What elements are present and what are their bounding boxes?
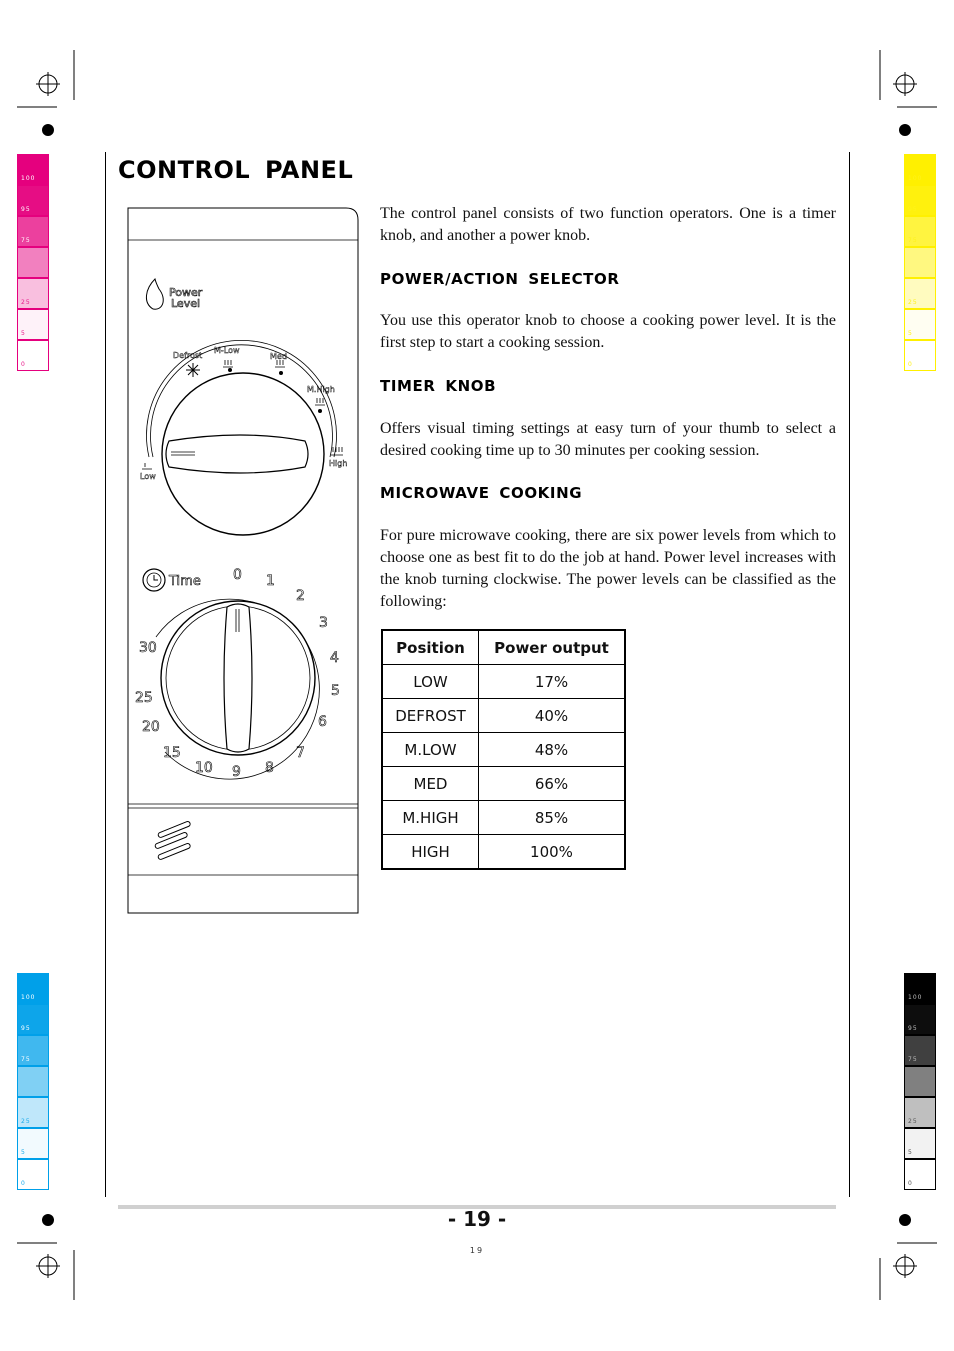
cell-power: 85% (479, 801, 626, 835)
yellow-tint-swatch (904, 216, 936, 247)
time-num-5: 5 (331, 683, 340, 699)
cell-position: M.HIGH (382, 801, 479, 835)
time-num-30: 30 (139, 640, 157, 656)
time-num-0: 0 (233, 567, 242, 583)
table-row (382, 733, 625, 767)
swatch-label: 75 (21, 1056, 31, 1063)
header-position: Position (382, 630, 479, 665)
yellow-tint-swatch (904, 278, 936, 309)
cell-position: M.LOW (382, 733, 479, 767)
cyan-tint-swatch (17, 1159, 49, 1190)
power-pos-low: Low (140, 472, 156, 481)
cell-position: LOW (382, 665, 479, 699)
power-knob-grip[interactable] (166, 435, 308, 473)
black-tint-swatch (904, 1128, 936, 1159)
magenta-tint-swatch (17, 216, 49, 247)
right-margin-line (849, 152, 850, 1197)
swatch-label: 100 (21, 175, 36, 182)
yellow-tint-swatch (904, 247, 936, 278)
swatch-label: 25 (21, 299, 31, 306)
swatch-label: 0 (21, 361, 26, 368)
cell-power: 66% (479, 767, 626, 801)
yellow-tint-swatch (904, 154, 936, 185)
swatch-label: 5 (21, 330, 26, 337)
cell-power: 17% (479, 665, 626, 699)
swatch-label: 0 (21, 1180, 26, 1187)
header-power-output: Power output (479, 630, 626, 665)
swatch-label: 95 (908, 206, 918, 213)
swatch-label: 5 (908, 330, 913, 337)
swatch-label: 100 (21, 994, 36, 1001)
cyan-color-bar (17, 973, 49, 1190)
black-color-bar (904, 973, 936, 1190)
cell-power: 40% (479, 699, 626, 733)
black-tint-swatch (904, 1004, 936, 1035)
time-num-7: 7 (296, 745, 305, 761)
time-num-8: 8 (265, 760, 274, 776)
cell-position: MED (382, 767, 479, 801)
black-tint-swatch (904, 1097, 936, 1128)
microwave-cooking-heading: MICROWAVE COOKING (380, 484, 583, 502)
table-row (382, 801, 625, 835)
power-pos-defrost: Defrost (173, 351, 203, 360)
magenta-tint-swatch (17, 247, 49, 278)
table-row (382, 665, 625, 699)
swatch-label: 100 (908, 994, 923, 1001)
time-num-9: 9 (232, 764, 241, 780)
yellow-tint-swatch (904, 340, 936, 371)
time-num-3: 3 (319, 615, 328, 631)
power-pos-mhigh: M.High (307, 385, 335, 394)
table-header-row (382, 630, 625, 665)
control-panel-illustration (127, 207, 359, 915)
time-num-20: 20 (142, 719, 160, 735)
time-num-1: 1 (266, 573, 275, 589)
power-pos-med: Med (270, 352, 287, 361)
black-tint-swatch (904, 1159, 936, 1190)
cyan-tint-swatch (17, 1097, 49, 1128)
magenta-tint-swatch (17, 185, 49, 216)
cell-power: 100% (479, 835, 626, 870)
swatch-label: 0 (908, 1180, 913, 1187)
swatch-label: 75 (908, 1056, 918, 1063)
swatch-label: 0 (908, 361, 913, 368)
time-num-25: 25 (135, 690, 153, 706)
time-label: Time (169, 574, 201, 589)
power-pos-mlow: M-Low (214, 346, 240, 355)
yellow-color-bar (904, 154, 936, 371)
page-number: - 19 - (447, 1207, 507, 1231)
time-num-4: 4 (330, 650, 339, 666)
swatch-label: 95 (908, 1025, 918, 1032)
swatch-label: 5 (21, 1149, 26, 1156)
magenta-tint-swatch (17, 278, 49, 309)
intro-paragraph: The control panel consists of two function operators. One is a timer knob, and another a power knob. (380, 205, 836, 244)
power-label-line2: Level (171, 297, 201, 310)
swatch-label: 25 (908, 299, 918, 306)
time-num-15: 15 (163, 745, 181, 761)
magenta-tint-swatch (17, 309, 49, 340)
cyan-tint-swatch (17, 973, 49, 1004)
snowflake-icon (186, 363, 200, 377)
power-levels-table (381, 629, 626, 870)
timer-knob-grip[interactable] (224, 604, 252, 752)
cyan-tint-swatch (17, 1066, 49, 1097)
black-tint-swatch (904, 1066, 936, 1097)
power-action-heading: POWER/ACTION SELECTOR (380, 270, 620, 288)
swatch-label: 5 (908, 1149, 913, 1156)
swatch-label: 25 (21, 1118, 31, 1125)
magenta-tint-swatch (17, 154, 49, 185)
swatch-label: 75 (21, 237, 31, 244)
table-row (382, 767, 625, 801)
timer-knob-text: Offers visual timing settings at easy turn of your thumb to select a desired cooking time up to 30 minutes per cooking session. (380, 420, 836, 459)
power-label-line1: Power (169, 286, 203, 299)
page-title: CONTROL PANEL (118, 156, 354, 184)
swatch-label: 25 (908, 1118, 918, 1125)
time-num-10: 10 (195, 760, 213, 776)
power-pos-high: High (329, 459, 348, 468)
time-num-2: 2 (296, 588, 305, 604)
yellow-tint-swatch (904, 185, 936, 216)
footer-small-number: 19 (469, 1246, 485, 1255)
cell-position: DEFROST (382, 699, 479, 733)
swatch-label: 100 (908, 175, 923, 182)
black-tint-swatch (904, 973, 936, 1004)
cyan-tint-swatch (17, 1128, 49, 1159)
panel-outline (128, 208, 358, 913)
cell-position: HIGH (382, 835, 479, 870)
left-margin-line (105, 152, 106, 1197)
time-num-6: 6 (318, 714, 327, 730)
cyan-tint-swatch (17, 1004, 49, 1035)
power-action-text: You use this operator knob to choose a cooking power level. It is the first step to start a cooking session. (380, 312, 836, 351)
magenta-color-bar (17, 154, 49, 371)
black-tint-swatch (904, 1035, 936, 1066)
microwave-cooking-text: For pure microwave cooking, there are six power levels from which to choose one as best fit to do the job at hand. Power level increases with the knob turning clockwise. The power levels can be classified as the following: (380, 527, 836, 610)
table-row (382, 699, 625, 733)
cyan-tint-swatch (17, 1035, 49, 1066)
magenta-tint-swatch (17, 340, 49, 371)
table-row (382, 835, 625, 870)
swatch-label: 75 (908, 237, 918, 244)
timer-knob-heading: TIMER KNOB (380, 377, 497, 395)
swatch-label: 95 (21, 206, 31, 213)
yellow-tint-swatch (904, 309, 936, 340)
cell-power: 48% (479, 733, 626, 767)
swatch-label: 95 (21, 1025, 31, 1032)
